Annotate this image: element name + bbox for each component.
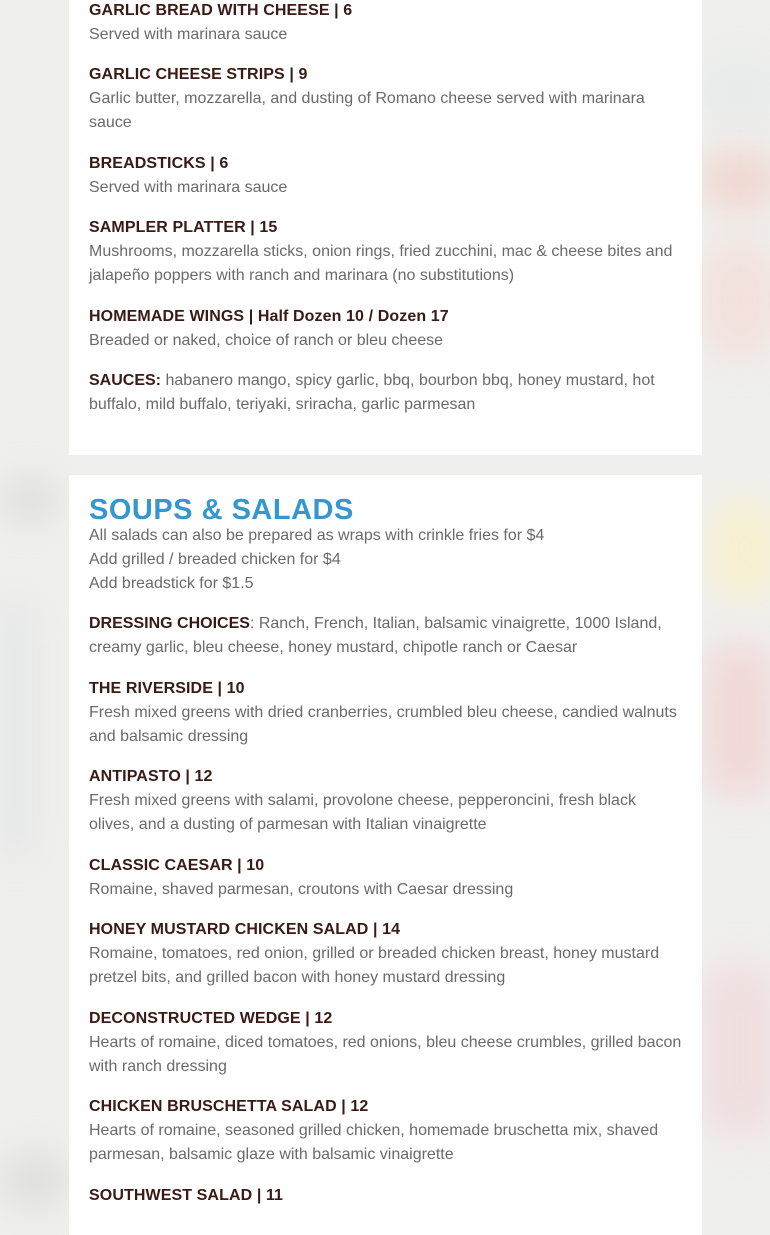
- menu-item-description: Mushrooms, mozzarella sticks, onion rings, fried zucchini, mac & cheese bites and jalapeño poppers with ranch and marinara (no substitutions): [89, 243, 673, 284]
- menu-item: [89, 1007, 685, 1079]
- background-blur: [700, 150, 770, 210]
- menu-item-description: Hearts of romaine, seasoned grilled chicken, homemade bruschetta mix, shaved parmesan, balsamic glaze with balsamic vinaigrette: [89, 1122, 659, 1163]
- sauces-text: habanero mango, spicy garlic, bbq, bourbon bbq, honey mustard, hot buffalo, mild buffalo, teriyaki, sriracha, garlic parmesan: [89, 372, 655, 413]
- menu-item-description: Romaine, tomatoes, red onion, grilled or breaded chicken breast, honey mustard pretzel bits, and grilled bacon with honey mustard dressing: [89, 945, 660, 986]
- sauces-list: [89, 369, 685, 417]
- menu-item: [89, 1095, 685, 1167]
- menu-item-name: SOUTHWEST SALAD | 11: [89, 1187, 284, 1204]
- menu-item-description: Garlic butter, mozzarella, and dusting of Romano cheese served with marinara sauce: [89, 90, 645, 131]
- background-blur: [710, 500, 770, 600]
- menu-item-name: CLASSIC CAESAR | 10: [89, 857, 265, 874]
- menu-item-name: THE RIVERSIDE | 10: [89, 680, 245, 697]
- menu-item-name: HONEY MUSTARD CHICKEN SALAD | 14: [89, 921, 401, 938]
- dressing-choices: [89, 612, 685, 660]
- menu-item-name: HOMEMADE WINGS | Half Dozen 10 / Dozen 17: [89, 308, 449, 325]
- menu-item-name: DECONSTRUCTED WEDGE | 12: [89, 1010, 333, 1027]
- background-blur: [0, 480, 60, 520]
- menu-item-name: SAMPLER PLATTER | 15: [89, 219, 278, 236]
- menu-item-description: Breaded or naked, choice of ranch or bleu cheese: [89, 332, 444, 349]
- menu-item-name: CHICKEN BRUSCHETTA SALAD | 12: [89, 1098, 369, 1115]
- menu-item: [89, 1184, 685, 1208]
- menu-item-name: ANTIPASTO | 12: [89, 768, 213, 785]
- section-title: SOUPS & SALADS: [89, 494, 354, 526]
- background-blur: [705, 640, 770, 800]
- menu-item: [89, 152, 685, 200]
- menu-item: [89, 765, 685, 837]
- salad-note: All salads can also be prepared as wraps with crinkle fries for $4: [89, 527, 545, 544]
- menu-item-name: GARLIC CHEESE STRIPS | 9: [89, 66, 308, 83]
- menu-item-description: Romaine, shaved parmesan, croutons with Caesar dressing: [89, 881, 514, 898]
- menu-item: [89, 677, 685, 749]
- dressing-label: DRESSING CHOICES: [89, 615, 250, 632]
- menu-item: [89, 854, 685, 902]
- menu-item: [89, 305, 685, 353]
- background-blur: [0, 1150, 70, 1210]
- salad-notes: [89, 524, 685, 596]
- menu-item-description: Fresh mixed greens with salami, provolone cheese, pepperoncini, fresh black olives, and a dusting of parmesan with Italian vinaigrette: [89, 792, 636, 833]
- background-blur: [0, 600, 30, 860]
- menu-item-description: Served with marinara sauce: [89, 179, 288, 196]
- menu-item: [89, 0, 685, 47]
- background-blur: [700, 960, 770, 1140]
- menu-item-description: Served with marinara sauce: [89, 26, 288, 43]
- menu-item: [89, 63, 685, 135]
- menu-item: [89, 918, 685, 990]
- dressing-text: : Ranch, French, Italian, balsamic vinaigrette, 1000 Island, creamy garlic, bleu cheese, honey mustard, chipotle ranch or Caesar: [89, 615, 662, 656]
- menu-item-name: BREADSTICKS | 6: [89, 155, 229, 172]
- salad-note: Add breadstick for $1.5: [89, 575, 254, 592]
- soups-salads-panel: [69, 475, 702, 1235]
- background-blur: [700, 240, 770, 360]
- sauces-label: SAUCES:: [89, 372, 162, 389]
- appetizers-panel: [69, 0, 702, 455]
- menu-item-description: Hearts of romaine, diced tomatoes, red onions, bleu cheese crumbles, grilled bacon with ranch dressing: [89, 1034, 682, 1075]
- background-blur: [700, 60, 770, 120]
- menu-item-name: GARLIC BREAD WITH CHEESE | 6: [89, 2, 353, 19]
- menu-item: [89, 216, 685, 288]
- salad-note: Add grilled / breaded chicken for $4: [89, 551, 341, 568]
- menu-item-description: Fresh mixed greens with dried cranberries, crumbled bleu cheese, candied walnuts and balsamic dressing: [89, 704, 677, 745]
